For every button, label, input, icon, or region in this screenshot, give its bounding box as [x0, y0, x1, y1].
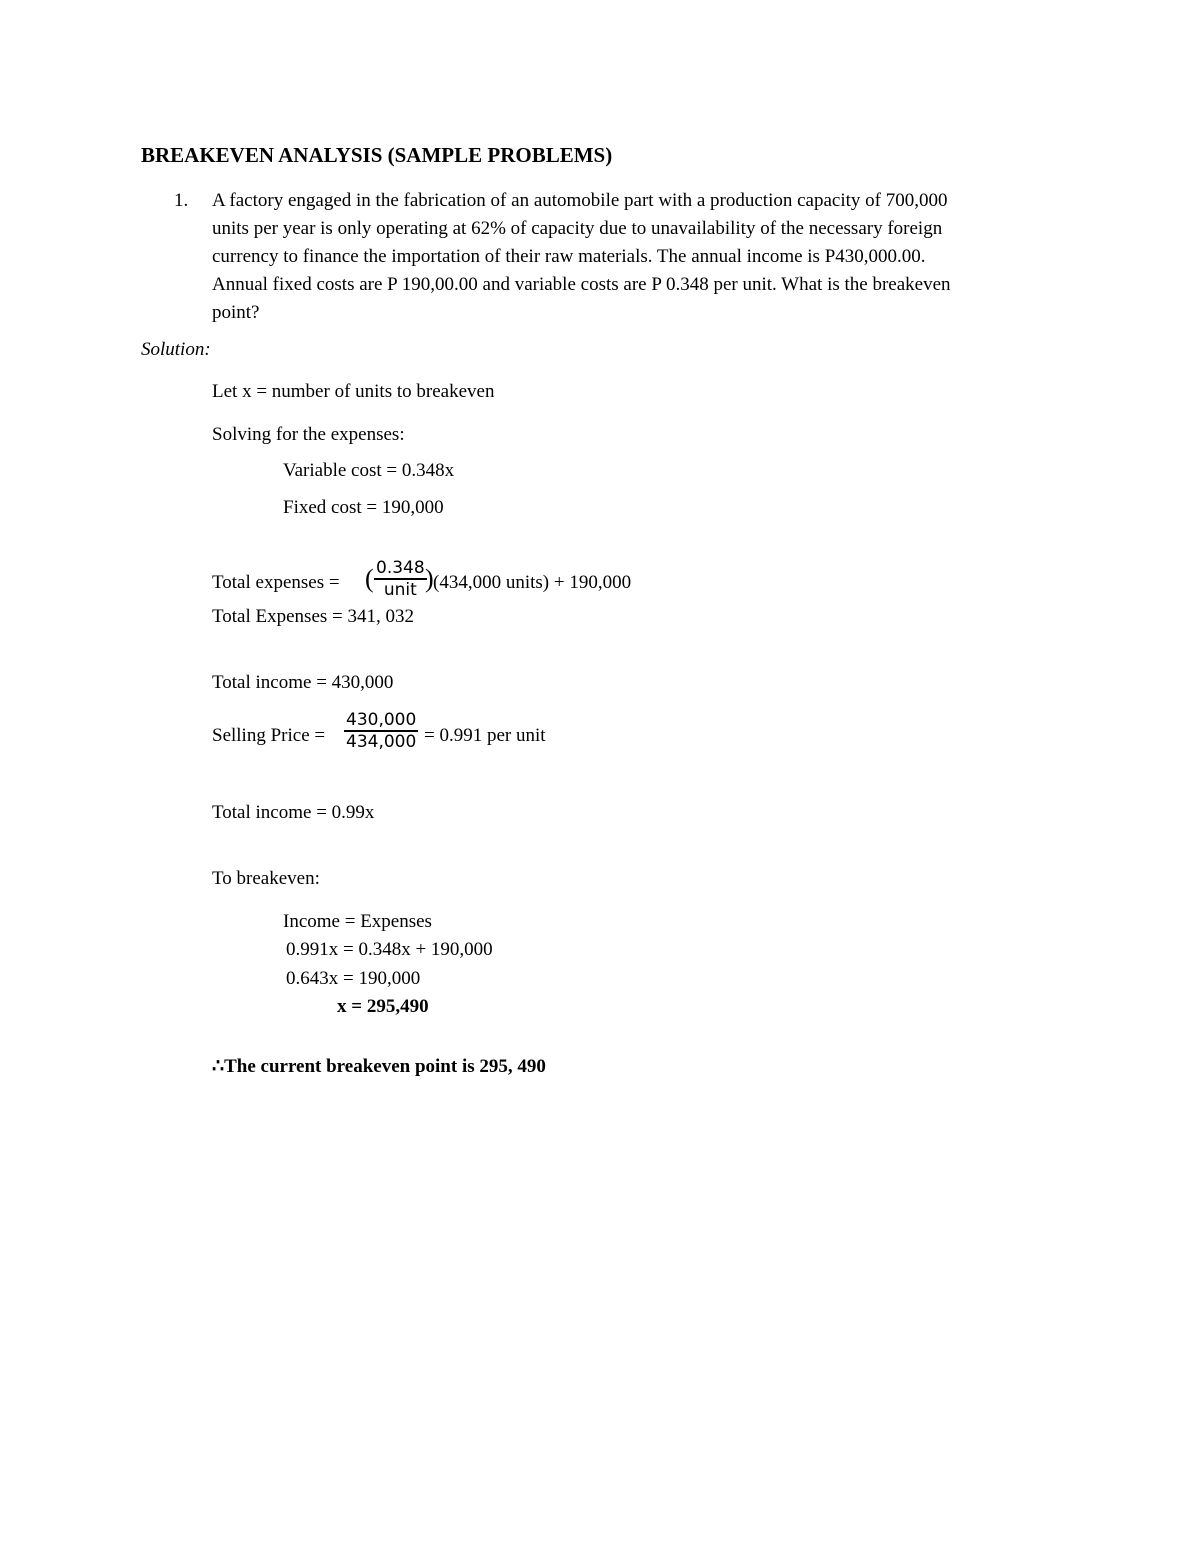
fixed-cost-equation: Fixed cost = 190,000 [283, 497, 444, 518]
problem-statement [212, 187, 1072, 327]
conclusion-statement: ∴The current breakeven point is 295, 490 [212, 1056, 546, 1077]
to-breakeven-heading: To breakeven: [212, 868, 320, 889]
total-expenses-rhs: (434,000 units) + 190,000 [433, 572, 632, 593]
total-expenses-lhs: Total expenses = [212, 572, 340, 593]
solving-expenses-heading: Solving for the expenses: [212, 424, 405, 445]
problem-line: Annual fixed costs are P 190,00.00 and variable costs are P 0.348 per unit. What is the breakeven [212, 274, 951, 295]
breakeven-equation: 0.991x = 0.348x + 190,000 [286, 939, 493, 960]
open-paren: ( [365, 564, 374, 593]
close-paren: ) [425, 564, 434, 593]
problem-line: units per year is only operating at 62% of capacity due to unavailability of the necessary foreign [212, 218, 943, 239]
breakeven-equation: Income = Expenses [283, 911, 432, 932]
total-expenses-result: Total Expenses = 341, 032 [212, 606, 414, 627]
total-income-statement: Total income = 430,000 [212, 672, 394, 693]
document-title: BREAKEVEN ANALYSIS (SAMPLE PROBLEMS) [141, 143, 613, 167]
fraction-numerator: 430,000 [346, 710, 417, 730]
fraction-denominator: 434,000 [346, 732, 417, 752]
breakeven-equation: 0.643x = 190,000 [286, 968, 421, 989]
fraction-numerator: 0.348 [376, 558, 425, 578]
variable-cost-equation: Variable cost = 0.348x [283, 460, 455, 481]
problem-line: point? [212, 302, 260, 323]
solution-label: Solution: [141, 339, 211, 360]
selling-price-fraction [344, 710, 418, 752]
selling-price-lhs: Selling Price = [212, 725, 326, 746]
fraction-denominator: unit [383, 580, 417, 600]
problem-line: currency to finance the importation of their raw materials. The annual income is P430,000.00. [212, 246, 926, 267]
problem-number: 1. [174, 190, 189, 211]
x-result: x = 295,490 [337, 996, 429, 1017]
total-income-x-statement: Total income = 0.99x [212, 802, 375, 823]
problem-line: A factory engaged in the fabrication of an automobile part with a production capacity of 700,000 [212, 190, 948, 211]
selling-price-rhs: = 0.991 per unit [424, 725, 546, 746]
let-x-statement: Let x = number of units to breakeven [212, 381, 495, 402]
cost-per-unit-fraction [374, 558, 427, 600]
